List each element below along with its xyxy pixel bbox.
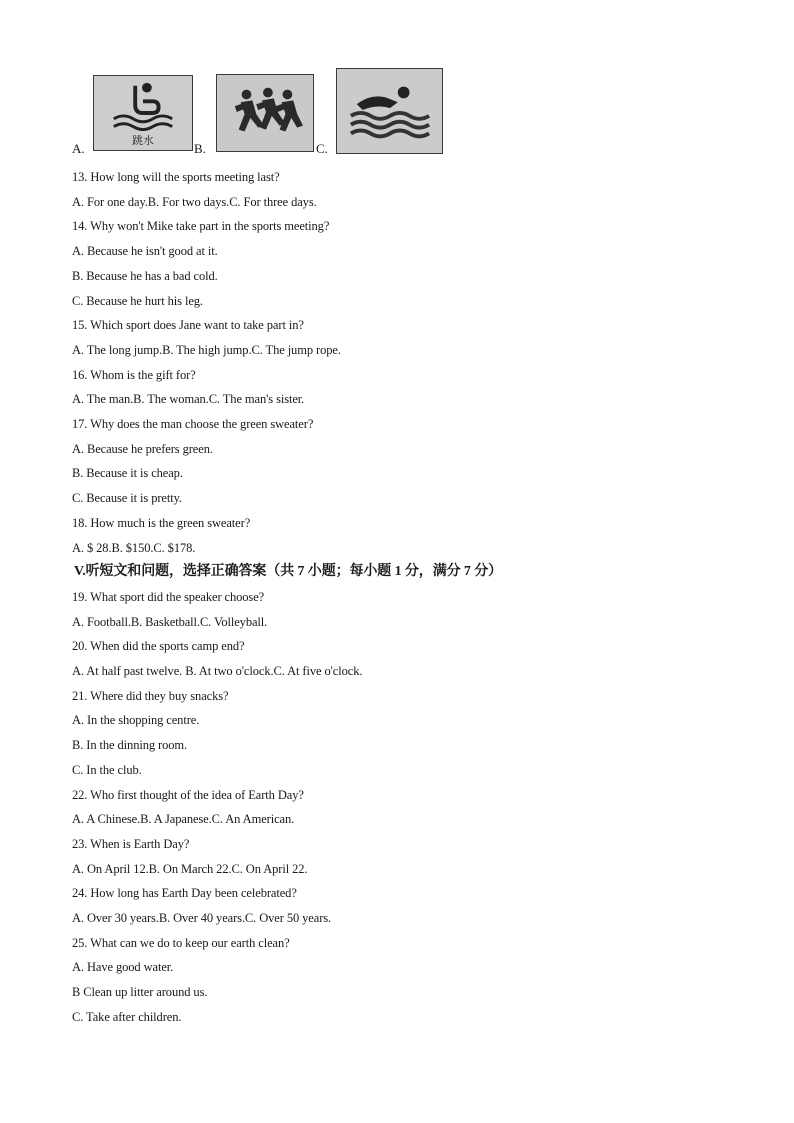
options-15: A. The long jump.B. The high jump.C. The jump rope. <box>72 343 341 357</box>
options-18: A. $ 28.B. $150.C. $178. <box>72 541 196 555</box>
picture-options-row <box>72 68 572 160</box>
option-25-b: B Clean up litter around us. <box>72 985 208 999</box>
swimming-icon <box>337 69 442 153</box>
question-23: 23. When is Earth Day? <box>72 837 190 851</box>
question-15: 15. Which sport does Jane want to take part in? <box>72 318 304 332</box>
options-16: A. The man.B. The woman.C. The man's sister. <box>72 392 305 406</box>
option-14-b: B. Because he has a bad cold. <box>72 269 218 283</box>
option-17-c: C. Because it is pretty. <box>72 491 182 505</box>
question-17: 17. Why does the man choose the green sweater? <box>72 417 314 431</box>
option-17-b: B. Because it is cheap. <box>72 466 183 480</box>
question-19: 19. What sport did the speaker choose? <box>72 590 265 604</box>
question-14: 14. Why won't Mike take part in the sports meeting? <box>72 219 330 233</box>
option-14-a: A. Because he isn't good at it. <box>72 244 218 258</box>
swimming-picture <box>336 68 443 154</box>
option-14-c: C. Because he hurt his leg. <box>72 294 203 308</box>
option-21-c: C. In the club. <box>72 763 142 777</box>
question-24: 24. How long has Earth Day been celebrated? <box>72 886 297 900</box>
question-25: 25. What can we do to keep our earth clean? <box>72 936 290 950</box>
diving-caption: 跳水 <box>132 134 154 148</box>
option-a-label: A. <box>72 141 85 156</box>
option-25-c: C. Take after children. <box>72 1010 182 1024</box>
diving-picture <box>93 75 193 151</box>
question-20: 20. When did the sports camp end? <box>72 639 245 653</box>
options-19: A. Football.B. Basketball.C. Volleyball. <box>72 615 268 629</box>
options-23: A. On April 12.B. On March 22.C. On April 22. <box>72 862 308 876</box>
question-13: 13. How long will the sports meeting last? <box>72 170 280 184</box>
options-20: A. At half past twelve. B. At two o'clock.C. At five o'clock. <box>72 664 363 678</box>
options-13: A. For one day.B. For two days.C. For three days. <box>72 195 317 209</box>
section-v-heading: V.听短文和问题，选择正确答案（共 7 小题；每小题 1 分，满分 7 分） <box>74 564 503 579</box>
option-21-b: B. In the dinning room. <box>72 738 188 752</box>
option-21-a: A. In the shopping centre. <box>72 713 200 727</box>
option-b-label: B. <box>194 141 206 156</box>
option-17-a: A. Because he prefers green. <box>72 442 213 456</box>
options-22: A. A Chinese.B. A Japanese.C. An American. <box>72 812 295 826</box>
running-picture <box>216 74 314 152</box>
option-c-label: C. <box>316 141 328 156</box>
option-25-a: A. Have good water. <box>72 960 174 974</box>
options-24: A. Over 30 years.B. Over 40 years.C. Over 50 years. <box>72 911 332 925</box>
question-22: 22. Who first thought of the idea of Earth Day? <box>72 788 304 802</box>
question-18: 18. How much is the green sweater? <box>72 516 251 530</box>
question-21: 21. Where did they buy snacks? <box>72 689 229 703</box>
question-16: 16. Whom is the gift for? <box>72 368 196 382</box>
diving-icon <box>94 76 192 150</box>
running-icon <box>217 75 313 151</box>
